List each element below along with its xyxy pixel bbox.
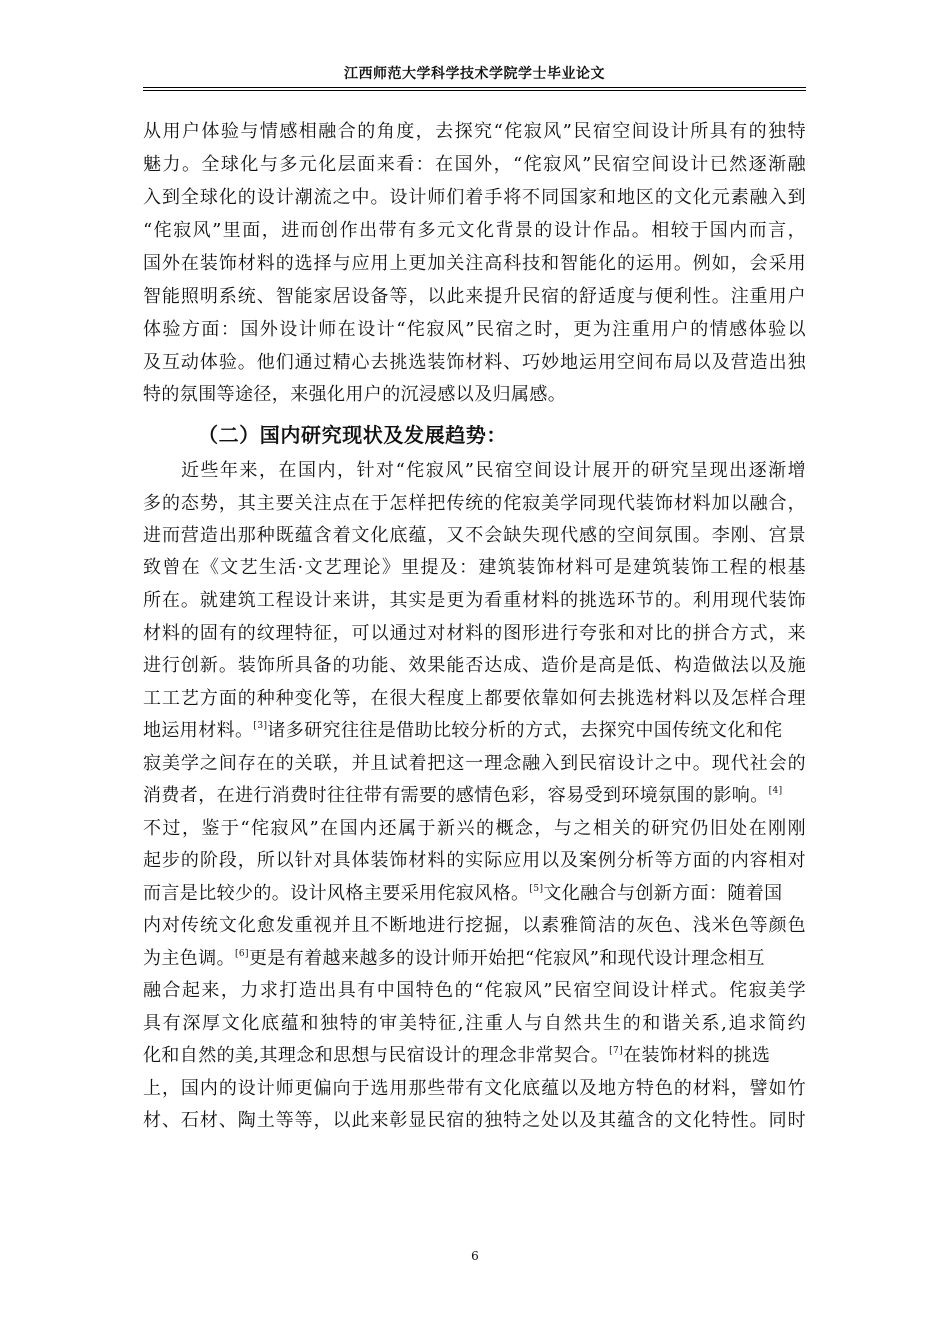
citation-ref: [3]	[253, 721, 268, 731]
header-rule-thick	[143, 87, 806, 88]
paragraph-line: 材、石材、陶土等等，以此来彰显民宿的独特之处以及其蕴含的文化特性。同时	[143, 1110, 806, 1131]
line-text: 化和自然的美,其理念和思想与民宿设计的理念非常契合。	[143, 1045, 610, 1066]
paragraph-line: 融合起来，力求打造出具有中国特色的“侘寂风”民宿空间设计样式。侘寂美学	[143, 980, 806, 1001]
paragraph-line: 进而营造出那种既蕴含着文化底蕴，又不会缺失现代感的空间氛围。李刚、宫景	[143, 525, 806, 546]
paragraph-line: 智能照明系统、智能家居设备等，以此来提升民宿的舒适度与便利性。注重用户	[143, 286, 806, 307]
paragraph-line: 国外在装饰材料的选择与应用上更加关注高科技和智能化的运用。例如，会采用	[143, 253, 806, 274]
paragraph-line: 所在。就建筑工程设计来讲，其实是更为看重材料的挑选环节的。利用现代装饰	[143, 590, 806, 611]
paragraph-line: 近些年来，在国内，针对“侘寂风”民宿空间设计展开的研究呈现出逐渐增	[181, 460, 806, 481]
header-rule-thin	[143, 90, 806, 91]
paragraph-line: 多的态势，其主要关注点在于怎样把传统的侘寂美学同现代装饰材料加以融合，	[143, 493, 806, 514]
line-text: 为主色调。	[143, 948, 235, 969]
line-text: 更是有着越来越多的设计师开始把“侘寂风”和现代设计理念相互	[248, 948, 765, 969]
paragraph-line: 从用户体验与情感相融合的角度，去探究“侘寂风”民宿空间设计所具有的独特	[143, 121, 806, 142]
paragraph-line	[143, 879, 806, 909]
section-heading: （二）国内研究现状及发展趋势：	[198, 423, 507, 447]
line-text: 在装饰材料的挑选	[623, 1045, 771, 1066]
line-text: 地运用材料。	[143, 720, 254, 741]
paragraph-line: 魅力。全球化与多元化层面来看：在国外，“侘寂风”民宿空间设计已然逐渐融	[143, 154, 806, 175]
paragraph-line: 内对传统文化愈发重视并且不断地进行挖掘，以素雅简洁的灰色、浅米色等颜色	[143, 915, 806, 936]
page-number: 6	[471, 1249, 479, 1263]
paragraph-line: 工工艺方面的种种变化等，在很大程度上都要依靠如何去挑选材料以及怎样合理	[143, 688, 806, 709]
paragraph-line	[143, 944, 806, 974]
paragraph-line: 不过，鉴于“侘寂风”在国内还属于新兴的概念，与之相关的研究仍旧处在刚刚	[143, 818, 806, 839]
paragraph-line	[143, 781, 806, 811]
paragraph-line: 进行创新。装饰所具备的功能、效果能否达成、造价是高是低、构造做法以及施	[143, 655, 806, 676]
line-text: 文化融合与创新方面：随着国	[543, 883, 783, 904]
paragraph-line: 材料的固有的纹理特征，可以通过对材料的图形进行夸张和对比的拼合方式，来	[143, 623, 806, 644]
paragraph-line: 具有深厚文化底蕴和独特的审美特征,注重人与自然共生的和谐关系,追求简约	[143, 1013, 806, 1034]
paragraph-line: 特的氛围等途径，来强化用户的沉浸感以及归属感。	[143, 384, 567, 405]
paragraph-line	[143, 716, 806, 746]
citation-ref: [4]	[768, 786, 783, 796]
line-text: 诸多研究往往是借助比较分析的方式，去探究中国传统文化和侘	[267, 720, 783, 741]
paragraph-line: 及互动体验。他们通过精心去挑选装饰材料、巧妙地运用空间布局以及营造出独	[143, 352, 806, 373]
line-text: 消费者，在进行消费时往往带有需要的感情色彩，容易受到环境氛围的影响。	[143, 785, 769, 806]
paragraph-line: 入到全球化的设计潮流之中。设计师们着手将不同国家和地区的文化元素融入到	[143, 187, 806, 208]
paragraph-line: 体验方面：国外设计师在设计“侘寂风”民宿之时，更为注重用户的情感体验以	[143, 319, 806, 340]
paragraph-line: 起步的阶段，所以针对具体装饰材料的实际应用以及案例分析等方面的内容相对	[143, 850, 806, 871]
citation-ref: [6]	[235, 949, 249, 959]
line-text: 而言是比较少的。设计风格主要采用侘寂风格。	[143, 883, 530, 904]
paragraph-line: 致曾在《文艺生活·文艺理论》里提及：建筑装饰材料可是建筑装饰工程的根基	[143, 557, 806, 578]
paragraph-line: 上，国内的设计师更偏向于选用那些带有文化底蕴以及地方特色的材料，譬如竹	[143, 1078, 806, 1099]
citation-ref: [5]	[529, 884, 544, 894]
running-header: 江西师范大学科学技术学院学士毕业论文	[344, 66, 605, 82]
paragraph-line	[143, 1041, 806, 1071]
citation-ref: [7]	[609, 1046, 624, 1056]
paragraph-line: 寂美学之间存在的关联，并且试着把这一理念融入到民宿设计之中。现代社会的	[143, 753, 806, 774]
paragraph-line: “侘寂风”里面，进而创作出带有多元文化背景的设计作品。相较于国内而言，	[143, 220, 806, 241]
